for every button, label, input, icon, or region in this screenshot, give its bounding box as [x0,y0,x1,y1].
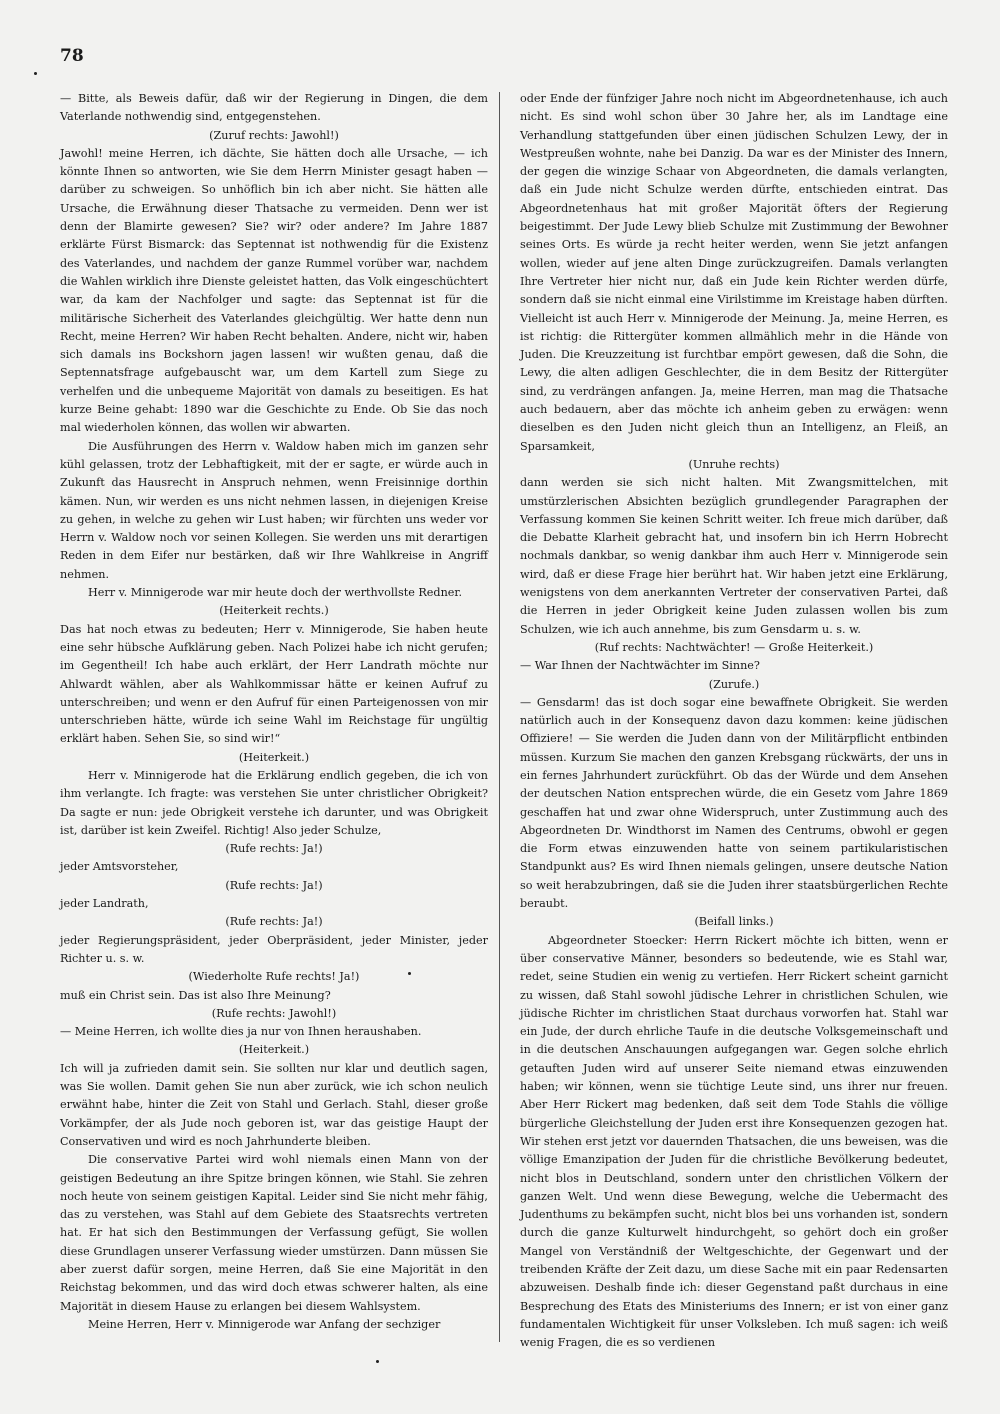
interjection: (Zuruf rechts: Jawohl!) [209,128,339,142]
interjection: (Heiterkeit.) [238,750,310,764]
paragraph: — Bitte, als Beweis dafür, daß wir der Regierung in Dingen, die dem Vaterlande nothwendig sind, entgegenstehen. [60,92,488,124]
paragraph: Ich will ja zufrieden damit sein. Sie sollten nur klar und deutlich sagen, was Sie wollen. Damit gehen Sie nun aber zurück, wie ich schon neulich erwähnt habe, hinter die Zeit von Stahl und Gerlach. Stahl, dieser große Vorkämpfer, der als Jude noch geboren ist, war das geistige Haupt der Conservativen und wird es noch Jahrhunderte bleiben. [60,1061,488,1148]
page-number: 78 [60,46,84,66]
paragraph: — Meine Herren, ich wollte dies ja nur von Ihnen heraushaben. [60,1025,422,1039]
stray-mark [34,72,37,75]
interjection: (Ruf rechts: Nachtwächter! — Große Heiterkeit.) [594,640,874,654]
paragraph: dann werden sie sich nicht halten. Mit Zwangsmittelchen, mit umstürzlerischen Absichten bezüglich grundlegender Paragraphen der Verfassung kommen Sie keinen Schritt weiter. Ich freue mich darüber, daß die Debatte Klarheit gebracht hat, und insofern bin ich Herrn Hobrecht nochmals dankbar, so wenig dankbar ihm auch Herr v. Minnigerode sein wird, daß er diese Frage hier berührt hat. Wir haben jetzt eine Erklärung, wenigstens von dem anerkannten Vertreter der conservativen Partei, daß die Herren in jeder Obrigkeit keine Juden zulassen wollen bis zum Schulzen, wie ich auch annehme, bis zum Gensdarm u. s. w. [520,476,948,636]
interjection: (Rufe rechts: Jawohl!) [211,1006,337,1020]
paragraph: Herr v. Minnigerode hat die Erklärung endlich gegeben, die ich von ihm verlangte. Ich fragte: was verstehen Sie unter christlicher Obrigkeit? Da sagte er nun: jede Obrigkeit verstehe ich darunter, und was Obrigkeit ist, darüber ist kein Zweifel. Richtig! Also jeder Schulze, [60,768,488,837]
paragraph: Die Ausführungen des Herrn v. Waldow haben mich im ganzen sehr kühl gelassen, trotz der Lebhaftigkeit, mit der er sagte, er würde auch in Zukunft das Hausrecht in Anspruch nehmen, wenn Freisinnige dorthin kämen. Nun, wir werden es uns nicht nehmen lassen, in diejenigen Kreise zu gehen, in welche zu gehen wir Lust haben; wir fürchten uns weder vor Herrn v. Waldow noch vor seinen Kollegen. Sie werden uns mit derartigen Reden in dem Eifer nur bestärken, daß wir Ihre Wahlkreise in Angriff nehmen. [60,439,488,581]
interjection: (Heiterkeit rechts.) [219,604,329,618]
column-divider [499,92,500,1342]
interjection: (Wiederholte Rufe rechts! Ja!) [188,970,360,984]
paragraph: Abgeordneter Stoecker: Herrn Rickert möchte ich bitten, wenn er über conservative Männer, besonders so bedeutende, wie es Stahl war, redet, seine Studien ein wenig zu vertiefen. Herr Rickert scheint garnicht zu wissen, daß Stahl sowohl jüdische Lehrer in christlichen Schulen, wie jüdische Richter im christlichen Staat durchaus vorworfen hat. Stahl war ein Jude, der durch ehrliche Taufe in die deutsche Volksgemeinschaft und in die deutschen Anschauungen aufgegangen war. Gegen solche ehrlich getauften Juden wird auf unserer Seite niemand etwas einzuwenden haben; wir können, wenn sie tüchtige Leute sind, uns ihrer nur freuen. Aber Herr Rickert mag bedenken, daß seit dem Tode Stahls die völlige bürgerliche Gleichstellung der Juden erst ihre Konsequenzen gezogen hat. Wir stehen erst jetzt vor dauernden Thatsachen, die uns beweisen, was die völlige Emanzipation der Juden für die christliche Bevölkerung bedeutet, nicht blos in Deutschland, sondern unter den christlichen Völkern der ganzen Welt. Und wenn diese Bewegung, welche die Uebermacht des Judenthums zu bekämpfen sucht, nicht blos bei uns vorhanden ist, sondern durch die ganze Kulturwelt hindurchgeht, so gehört doch ein großer Mangel von Verständniß der Weltgeschichte, der Gegenwart und der treibenden Kräfte der Zeit dazu, um diese Sache mit ein paar Redensarten abzuweisen. Deshalb finde ich: dieser Gegenstand paßt durchaus in eine Besprechung des Etats des Ministeriums des Innern; er ist von einer ganz fundamentalen Wichtigkeit für unser Volksleben. Ich muß sagen: ich weiß wenig Fragen, die es so verdienen [520,933,948,1350]
paragraph: jeder Landrath, [60,897,149,911]
right-column [520,90,948,1352]
paragraph: — Gensdarm! das ist doch sogar eine bewaffnete Obrigkeit. Sie werden natürlich auch in der Konsequenz davon dazu kommen: keine jüdischen Offiziere! — Sie werden die Juden dann von der Militärpflicht entbinden müssen. Kurzum Sie machen den ganzen Krebsgang rückwärts, der uns in ein fernes Jahrhundert zurückführt. Ob das der Würde und dem Ansehen der deutschen Nation entsprechen würde, die ein Gesetz vom Jahre 1869 geschaffen hat und zwar ohne Widerspruch, unter Zustimmung auch des Abgeordneten Dr. Windthorst im Namen des Centrums, obwohl er gegen die Form etwas einzuwenden hatte von seinem partikularistischen Standpunkt aus? Es wird Ihnen niemals gelingen, unsere deutsche Nation so weit herabzubringen, daß sie die Juden ihrer staatsbürgerlichen Rechte beraubt. [520,695,948,911]
paragraph: Das hat noch etwas zu bedeuten; Herr v. Minnigerode, Sie haben heute eine sehr hübsche Aufklärung geben. Nach Polizei habe ich nicht gerufen; im Gegentheil! Ich habe auch erklärt, der Herr Landrath möchte nur Ahlwardt wählen, aber als Wahlkommissar hätte er keinen Aufruf zu unterschreiben; und wenn er den Aufruf für einen Parteigenossen von mir unterschrieben hätte, würde ich seine Wahl im Reichstage für ungültig erklärt haben. Sehen Sie, so sind wir!“ [60,622,488,746]
paragraph: Jawohl! meine Herren, ich dächte, Sie hätten doch alle Ursache, — ich könnte Ihnen so antworten, wie Sie dem Herrn Minister gesagt haben — darüber zu schweigen. So unhöflich bin ich aber nicht. Sie hätten alle Ursache, die Erwähnung dieser Thatsache zu vermeiden. Denn wer ist denn der Blamirte gewesen? Sie? wir? oder andere? Im Jahre 1887 erklärte Fürst Bismarck: das Septennat ist nothwendig für die Existenz des Vaterlandes, und nachdem der ganze Rummel vorüber war, nachdem die Wahlen wirklich ihre Dienste geleistet hatten, das Volk eingeschüchtert war, da kam der Nachfolger und sagte: das Septennat ist für die militärische Sicherheit des Vaterlandes gleichgültig. Wer hatte denn nun Recht, meine Herren? Wir haben Recht behalten. Andere, nicht wir, haben sich damals ins Bockshorn jagen lassen! wir wußten genau, daß die Septennatsfrage aufgebauscht war, um dem Kartell zum Siege zu verhelfen und die unbequeme Majorität von damals zu beseitigen. Es hat kurze Beine gehabt: 1890 war die Geschichte zu Ende. Ob Sie das noch mal wiederholen können, das wollen wir abwarten. [60,146,488,435]
paragraph: jeder Amtsvorsteher, [60,860,179,874]
interjection: (Rufe rechts: Ja!) [225,842,323,856]
interjection: (Beifall links.) [694,915,774,929]
interjection: (Zurufe.) [708,677,760,691]
stray-mark [376,1360,379,1363]
paragraph: muß ein Christ sein. Das ist also Ihre Meinung? [60,988,331,1002]
paragraph: oder Ende der fünfziger Jahre noch nicht im Abgeordnetenhause, ich auch nicht. Es sind wohl schon über 30 Jahre her, als im Landtage eine Verhandlung stattgefunden über einen jüdischen Schulzen Lewy, der in Westpreußen wohnte, nahe bei Danzig. Da war es der Minister des Innern, der gegen die winzige Schaar von Abgeordneten, die damals verlangten, daß ein Jude nicht Schulze werden dürfte, entschieden eintrat. Das Abgeordnetenhaus hat mit großer Majorität öfters der Regierung beigestimmt. Der Jude Lewy blieb Schulze mit Zustimmung der Bewohner seines Orts. Es würde ja recht heiter werden, wenn Sie jetzt anfangen wollen, wieder auf jene alten Dinge zurückzugreifen. Damals verlangten Ihre Vertreter hier nicht nur, daß ein Jude kein Richter werden dürfe, sondern daß sie nicht einmal eine Virilstimme im Kreistage haben dürften. Vielleicht ist auch Herr v. Minnigerode der Meinung. Ja, meine Herren, es ist richtig: die Rittergüter kommen allmählich mehr in die Hände von Juden. Die Kreuzzeitung ist furchtbar empört gewesen, daß die Sohn, die Lewy, die alten adligen Geschlechter, die in dem Besitz der Rittergüter sind, zu verdrängen anfangen. Ja, meine Herren, man mag die Thatsache auch bedauern, aber das möchte ich anheim geben zu erwägen: wenn dieselben es den Juden nicht gleich thun an Intelligenz, an Fleiß, an Sparsamkeit, [520,92,948,453]
left-column [60,90,488,1334]
paragraph: Herr v. Minnigerode war mir heute doch der werthvollste Redner. [88,586,463,600]
interjection: (Heiterkeit.) [238,1043,310,1057]
paragraph: Die conservative Partei wird wohl niemals einen Mann von der geistigen Bedeutung an ihre Spitze bringen können, wie Stahl. Sie zehren noch heute von seinem geistigen Kapital. Leider sind Sie nicht mehr fähig, das zu verstehen, was Stahl auf dem Gebiete des Staatsrechts vertreten hat. Er hat sich den Bestimmungen der Verfassung gefügt, Sie wollen diese Grundlagen unserer Verfassung wieder umstürzen. Dann müssen Sie aber zuerst dafür sorgen, meine Herren, daß Sie eine Majorität in den Reichstag bekommen, und das wird doch etwas schwerer halten, als eine Majorität in diesem Hause zu erlangen bei diesem Wahlsystem. [60,1153,488,1313]
interjection: (Rufe rechts: Ja!) [225,915,323,929]
paragraph: — War Ihnen der Nachtwächter im Sinne? [520,659,760,673]
interjection: (Rufe rechts: Ja!) [225,878,323,892]
paragraph: jeder Regierungspräsident, jeder Oberpräsident, jeder Minister, jeder Richter u. s. w. [60,933,488,965]
interjection: (Unruhe rechts) [688,457,780,471]
paragraph: Meine Herren, Herr v. Minnigerode war Anfang der sechziger [88,1317,441,1331]
